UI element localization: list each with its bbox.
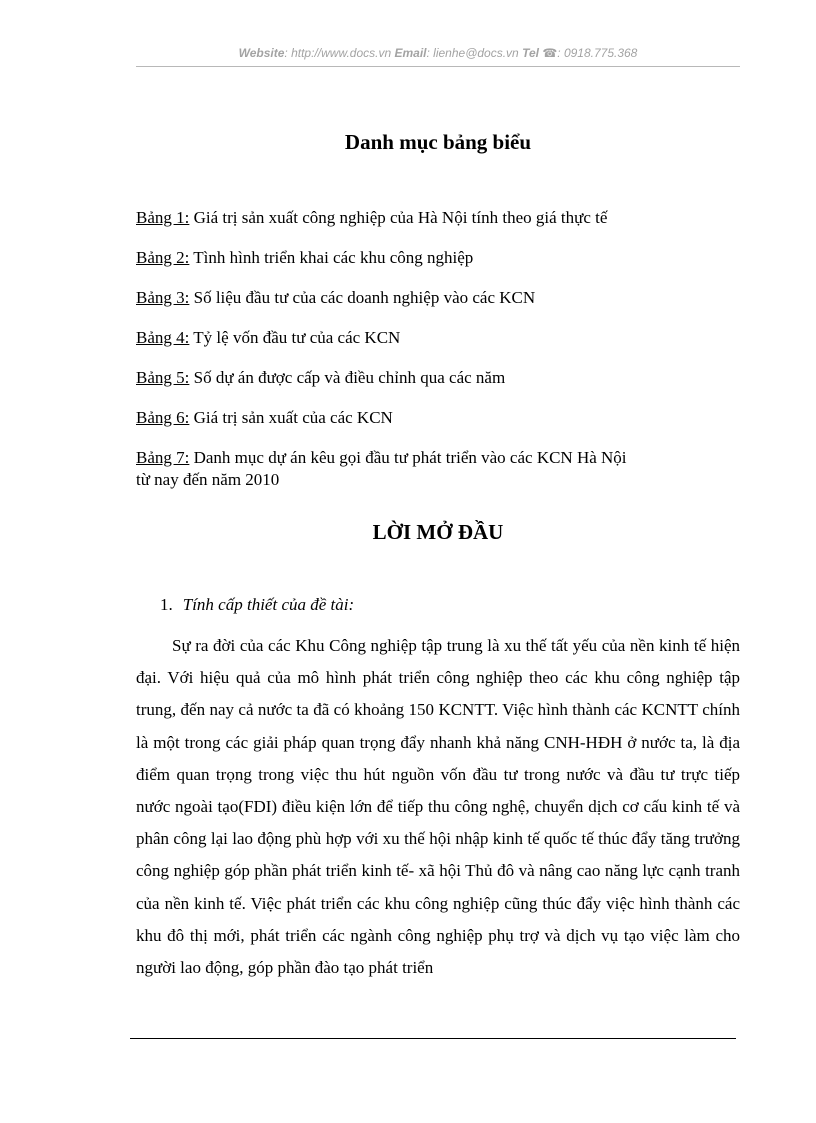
section-heading (160, 595, 354, 615)
toc-item (136, 407, 740, 447)
tel-label: Tel (522, 46, 539, 60)
body-paragraph: Sự ra đời của các Khu Công nghiệp tập trung là xu thế tất yếu của nền kinh tế hiện đại. Với hiệu quả của mô hình phát triển công nghiệp theo các khu công nghiệp tập trung, đến nay cả nước ta đã có khoảng 150 KCNTT. Việc hình thành các KCNTT chính là một trong các giải pháp quan trọng đẩy nhanh khả năng CNH-HĐH ở nước ta, là địa điểm quan trọng trong việc thu hút nguồn vốn đầu tư trong nước và đầu tư trực tiếp nước ngoài tạo(FDI) điều kiện lớn để tiếp thu công nghệ, chuyển dịch cơ cấu kinh tế và phân công lại lao động phù hợp với xu thế hội nhập kinh tế quốc tế thúc đẩy tăng trưởng công nghiệp góp phần phát triển kinh tế- xã hội Thủ đô và nâng cao năng lực cạnh tranh của nền kinh tế. Việc phát triển các khu công nghiệp cũng thúc đẩy việc hình thành các khu đô thị mới, phát triển các ngành công nghiệp phụ trợ và dịch vụ tạo việc làm cho người lao động, góp phần đào tạo phát triển (136, 636, 740, 978)
toc-item-continuation: từ nay đến năm 2010 (136, 470, 280, 489)
toc-item-label: Bảng 6: (136, 408, 190, 427)
toc-item-label: Bảng 5: (136, 368, 190, 387)
introduction-title: LỜI MỞ ĐẦU (372, 520, 504, 544)
toc-item-label: Bảng 4: (136, 328, 190, 347)
toc-item-text: Số dự án được cấp và điều chỉnh qua các năm (189, 368, 506, 387)
website-label: Website (238, 46, 285, 60)
toc-item (136, 327, 740, 367)
toc-item-label: Bảng 3: (136, 288, 190, 307)
toc-item (136, 207, 740, 247)
section-number: 1. (160, 595, 173, 614)
toc-item-text: Tình hình triển khai các khu công nghiệp (189, 248, 474, 267)
toc-item-text: Số liệu đầu tư của các doanh nghiệp vào các KCN (189, 288, 536, 307)
website-value: : http://www.docs.vn (284, 46, 392, 60)
header-divider (136, 66, 740, 67)
toc-item-text: Danh mục dự án kêu gọi đầu tư phát triển vào các KCN Hà Nội (189, 448, 627, 467)
email-label: Email (394, 46, 427, 60)
toc-item-label: Bảng 2: (136, 248, 190, 267)
toc-item-label: Bảng 7: (136, 448, 190, 467)
toc-item (136, 447, 740, 491)
email-value: : lienhe@docs.vn (426, 46, 519, 60)
tel-value: : 0918.775.368 (557, 46, 638, 60)
toc-title: Danh mục bảng biểu (344, 130, 532, 154)
phone-icon: ☎ (542, 46, 558, 60)
section-title: Tính cấp thiết của đề tài: (182, 595, 355, 614)
toc-item-text: Tỷ lệ vốn đầu tư của các KCN (189, 328, 401, 347)
toc-item (136, 287, 740, 327)
toc-item-label: Bảng 1: (136, 208, 190, 227)
footer-divider (130, 1038, 736, 1039)
toc-item-text: Giá trị sản xuất công nghiệp của Hà Nội tính theo giá thực tế (189, 208, 608, 227)
toc-item (136, 367, 740, 407)
page-header (136, 46, 740, 60)
toc-item-text: Giá trị sản xuất của các KCN (189, 408, 393, 427)
toc-item (136, 247, 740, 287)
table-of-tables (136, 207, 740, 491)
